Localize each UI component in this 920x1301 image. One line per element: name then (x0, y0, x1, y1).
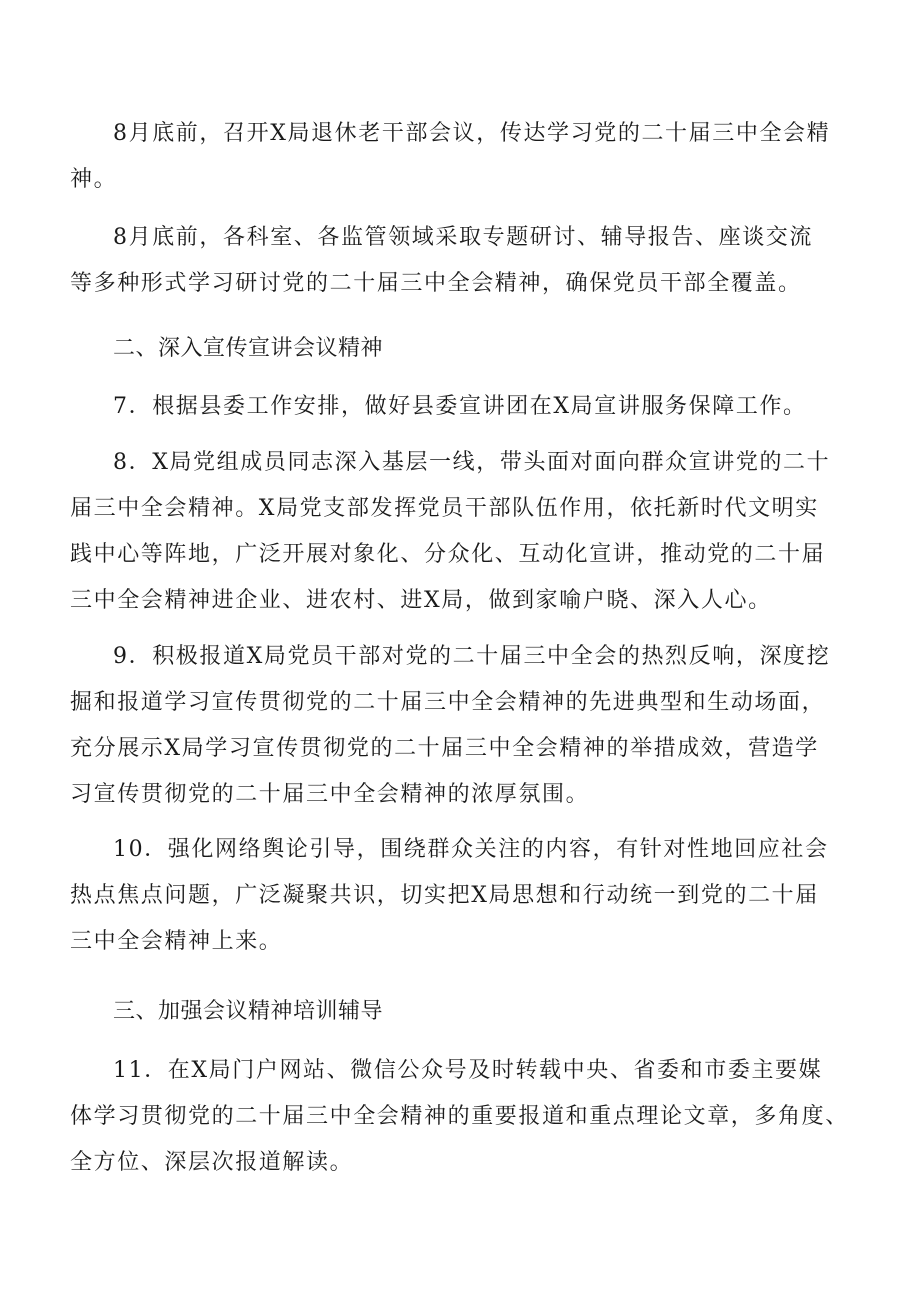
paragraph-line: 届三中全会精神。X局党支部发挥党员干部队伍作用，依托新时代文明实 (70, 496, 819, 521)
paragraph-line: 三中全会精神上来。 (70, 929, 283, 954)
paragraph-line: 神。 (70, 167, 118, 192)
paragraph-p10 (70, 827, 855, 965)
paragraph-p1 (70, 111, 855, 203)
paragraph-p2 (70, 215, 855, 307)
paragraph-line: 全方位、深层次报道解读。 (70, 1150, 354, 1175)
paragraph-line: 9．积极报道X局党员干部对党的二十届三中全会的热烈反响，深度挖 (113, 644, 831, 669)
paragraph-line: 掘和报道学习宣传贯彻党的二十届三中全会精神的先进典型和生动场面， (70, 690, 826, 715)
paragraph-line: 习宣传贯彻党的二十届三中全会精神的浓厚氛围。 (70, 782, 590, 807)
paragraph-p11 (70, 1048, 855, 1186)
paragraph-p9 (70, 634, 855, 818)
paragraph-line: 7．根据县委工作安排，做好县委宣讲团在X局宣讲服务保障工作。 (113, 394, 807, 419)
paragraph-line: 充分展示X局学习宣传贯彻党的二十届三中全会精神的举措成效，营造学 (70, 736, 819, 761)
paragraph-line: 8月底前，召开X局退休老干部会议，传达学习党的二十届三中全会精 (113, 121, 831, 146)
section-heading-3: 三、加强会议精神培训辅导 (113, 999, 384, 1024)
paragraph-line: 体学习贯彻党的二十届三中全会精神的重要报道和重点理论文章，多角度、 (70, 1104, 849, 1129)
paragraph-line: 10．强化网络舆论引导，围绕群众关注的内容，有针对性地回应社会 (113, 837, 829, 862)
paragraph-line: 践中心等阵地，广泛开展对象化、分众化、互动化宣讲，推动党的二十届 (70, 542, 826, 567)
paragraph-line: 三中全会精神进企业、进农村、进X局，做到家喻户晓、深入人心。 (70, 588, 772, 613)
paragraph-p7 (113, 384, 855, 430)
paragraph-p8 (70, 440, 855, 624)
paragraph-line: 8月底前，各科室、各监管领域采取专题研讨、辅导报告、座谈交流 (113, 225, 813, 250)
paragraph-line: 11．在X局门户网站、微信公众号及时转载中央、省委和市委主要媒 (113, 1058, 823, 1083)
paragraph-line: 8．X局党组成员同志深入基层一线，带头面对面向群众宣讲党的二十 (113, 450, 831, 475)
section-heading-2: 二、深入宣传宣讲会议精神 (113, 336, 384, 361)
paragraph-line: 热点焦点问题，广泛凝聚共识，切实把X局思想和行动统一到党的二十届 (70, 883, 819, 908)
paragraph-line: 等多种形式学习研讨党的二十届三中全会精神，确保党员干部全覆盖。 (70, 271, 802, 296)
